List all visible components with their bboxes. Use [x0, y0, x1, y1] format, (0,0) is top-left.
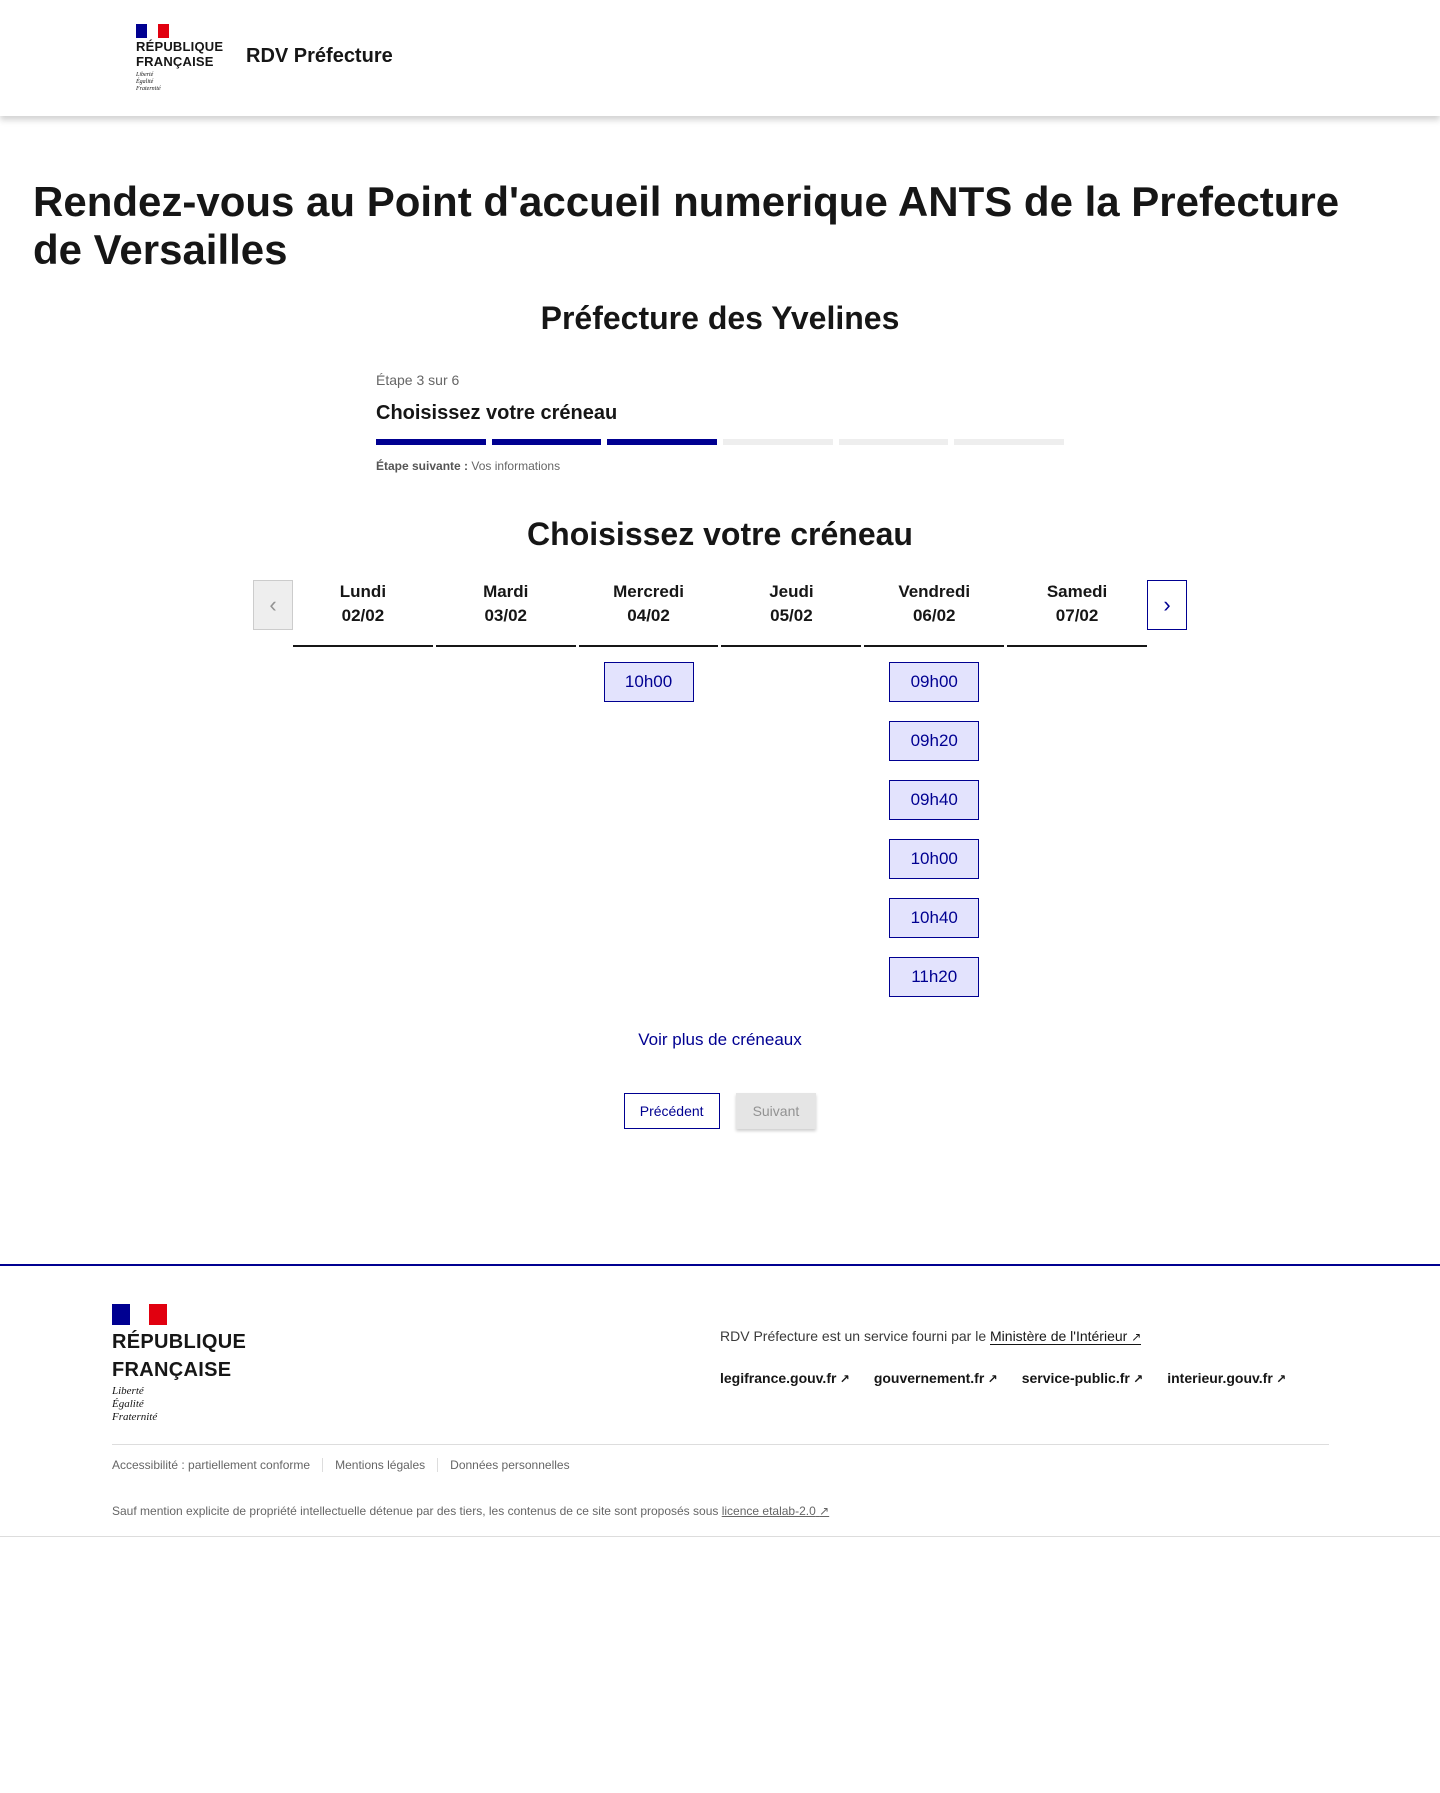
chevron-left-icon: ‹ — [269, 592, 277, 617]
logo-line-2: FRANÇAISE — [136, 54, 214, 69]
day-name: Vendredi — [898, 582, 971, 601]
next-week-button[interactable] — [1147, 580, 1187, 630]
stepper-title: Choisissez votre créneau — [376, 402, 618, 424]
day-slots — [721, 647, 861, 662]
page-title: Rendez-vous au Point d'accueil numerique ANTS de la Prefecture de Versailles — [33, 178, 1340, 273]
footer-link-label: service-public.fr — [1021, 1370, 1130, 1386]
ministere-link[interactable] — [990, 1328, 1141, 1345]
day-column — [1007, 580, 1147, 997]
footer-description-text: RDV Préfecture est un service fourni par le — [720, 1328, 987, 1344]
stepper-segment — [839, 439, 949, 445]
day-header — [721, 580, 861, 647]
footer-logo-line-2: FRANÇAISE — [112, 1359, 232, 1381]
external-link-icon: ↗ — [1131, 1330, 1142, 1344]
footer-description — [720, 1328, 1141, 1344]
day-name: Samedi — [1046, 582, 1108, 601]
footer-bottom-links — [112, 1458, 582, 1472]
day-header — [864, 580, 1004, 647]
footer-link-label: interieur.gouv.fr — [1167, 1370, 1273, 1386]
day-header — [293, 580, 433, 647]
motto-liberte: Liberté — [136, 72, 154, 78]
licence-text: Sauf mention explicite de propriété intellectuelle détenue par des tiers, les contenus de ce site sont proposés sous — [112, 1504, 719, 1518]
service-title[interactable]: RDV Préfecture — [246, 45, 393, 67]
day-header — [436, 580, 576, 647]
logo-motto — [136, 72, 226, 93]
footer-licence — [112, 1504, 829, 1518]
day-column — [579, 580, 719, 997]
logo-line-1: RÉPUBLIQUE — [136, 39, 224, 54]
calendar-days — [293, 580, 1147, 997]
time-slot-button[interactable]: 09h40 — [889, 780, 979, 820]
footer-content-links — [720, 1370, 1286, 1386]
motto-liberte: Liberté — [112, 1385, 144, 1397]
day-column — [864, 580, 1004, 997]
previous-button[interactable]: Précédent — [624, 1093, 720, 1129]
footer-bottom-link[interactable]: Données personnelles — [437, 1458, 581, 1472]
site-header — [0, 0, 1440, 116]
day-slots — [579, 647, 719, 702]
day-column — [436, 580, 576, 997]
day-slots — [436, 647, 576, 662]
time-slot-button[interactable]: 10h00 — [604, 662, 694, 702]
day-header — [579, 580, 719, 647]
licence-link-label: licence etalab-2.0 — [721, 1504, 816, 1518]
day-slots — [1007, 647, 1147, 662]
motto-fraternite: Fraternité — [136, 86, 161, 92]
footer-link-label: legifrance.gouv.fr — [720, 1370, 837, 1386]
external-link-icon: ↗ — [984, 1372, 998, 1386]
motto-egalite: Égalité — [136, 79, 154, 85]
footer-link[interactable] — [1167, 1370, 1286, 1386]
day-name: Lundi — [339, 582, 387, 601]
organisation-title: Préfecture des Yvelines — [540, 300, 900, 336]
day-column — [293, 580, 433, 997]
time-slot-button[interactable]: 10h40 — [889, 898, 979, 938]
site-footer — [0, 1264, 1440, 1537]
footer-bottom-link[interactable]: Mentions légales — [322, 1458, 437, 1472]
time-slot-button[interactable]: 09h00 — [889, 662, 979, 702]
day-date: 03/02 — [484, 606, 528, 625]
stepper-next-value: Vos informations — [471, 459, 561, 473]
marianne-flag-icon — [136, 24, 169, 38]
stepper-state: Étape 3 sur 6 — [376, 372, 460, 388]
ministere-link-label: Ministère de l'Intérieur — [990, 1328, 1128, 1344]
next-button[interactable]: Suivant — [736, 1093, 817, 1129]
stepper-segment — [954, 439, 1064, 445]
external-link-icon: ↗ — [819, 1504, 830, 1518]
footer-link[interactable] — [1022, 1370, 1144, 1386]
day-header — [1007, 580, 1147, 647]
republique-francaise-logo[interactable] — [136, 24, 226, 93]
external-link-icon: ↗ — [836, 1372, 850, 1386]
stepper-segment — [492, 439, 602, 445]
day-column — [721, 580, 861, 997]
day-date: 04/02 — [627, 606, 670, 625]
footer-logo-line-1: RÉPUBLIQUE — [112, 1331, 247, 1353]
stepper-next-step — [376, 459, 1064, 473]
external-link-icon: ↗ — [1272, 1372, 1287, 1386]
footer-logo-motto — [112, 1385, 246, 1424]
time-slot-button[interactable]: 11h20 — [889, 957, 979, 997]
time-slot-button[interactable]: 10h00 — [889, 839, 979, 879]
day-date: 02/02 — [341, 606, 385, 625]
day-date: 07/02 — [1055, 606, 1099, 625]
footer-republique-francaise-logo[interactable] — [112, 1304, 246, 1424]
footer-link-label: gouvernement.fr — [873, 1370, 985, 1386]
footer-divider — [112, 1444, 1329, 1445]
stepper — [376, 372, 1064, 473]
chevron-right-icon: › — [1163, 592, 1171, 617]
footer-link[interactable] — [720, 1370, 850, 1386]
stepper-segment — [376, 439, 486, 445]
day-date: 06/02 — [912, 606, 956, 625]
stepper-segment — [723, 439, 833, 445]
footer-bottom-link[interactable]: Accessibilité : partiellement conforme — [112, 1458, 311, 1472]
day-name: Jeudi — [769, 582, 814, 601]
stepper-segment — [607, 439, 717, 445]
day-name: Mercredi — [613, 582, 684, 601]
day-date: 05/02 — [770, 606, 813, 625]
motto-egalite: Égalité — [112, 1398, 144, 1410]
stepper-progress — [376, 439, 1064, 445]
previous-week-button[interactable] — [253, 580, 293, 630]
licence-link[interactable] — [722, 1504, 829, 1518]
slots-title: Choisissez votre créneau — [527, 516, 913, 552]
external-link-icon: ↗ — [1129, 1372, 1144, 1386]
day-slots — [864, 647, 1004, 997]
footer-link[interactable] — [874, 1370, 998, 1386]
motto-fraternite: Fraternité — [112, 1411, 158, 1423]
time-slot-button[interactable]: 09h20 — [889, 721, 979, 761]
day-slots — [293, 647, 433, 662]
marianne-flag-icon — [112, 1304, 167, 1325]
more-slots-link[interactable]: Voir plus de créneaux — [638, 1030, 802, 1049]
stepper-next-label: Étape suivante : — [376, 459, 469, 473]
day-name: Mardi — [483, 582, 529, 601]
form-navigation — [0, 1093, 1440, 1129]
